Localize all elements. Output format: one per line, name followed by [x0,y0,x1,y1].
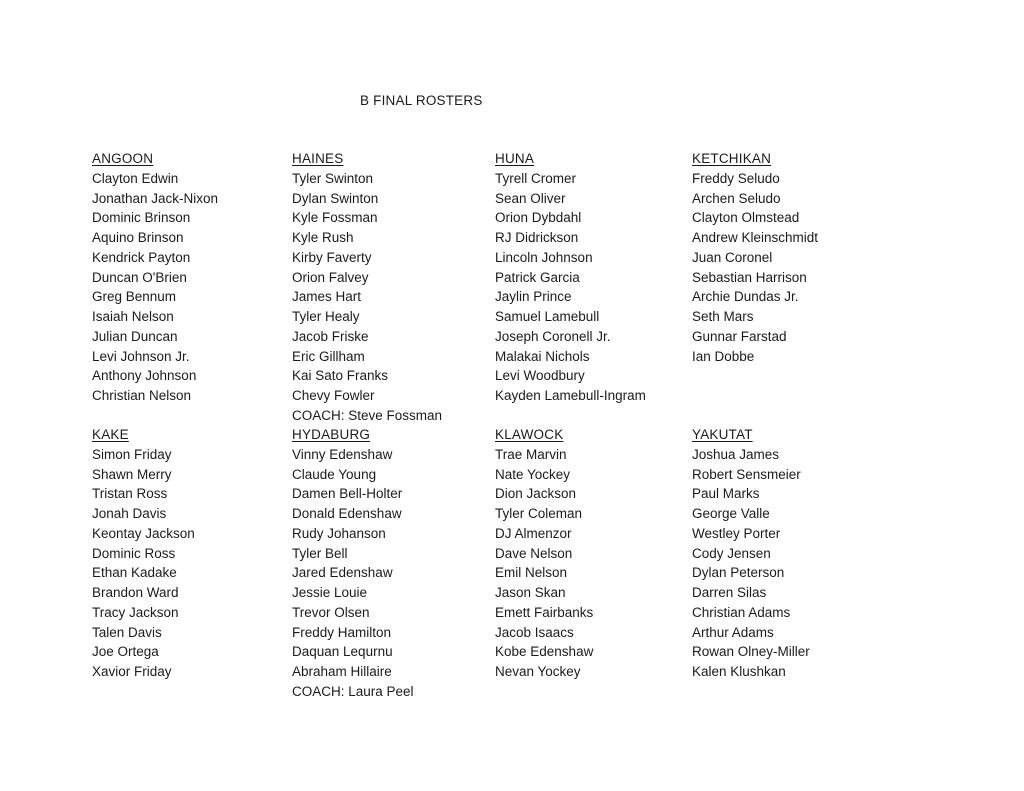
player-list [692,169,818,367]
player-name: Tyler Coleman [495,506,583,521]
player-name: Emil Nelson [495,565,568,581]
player-name: Kobe Edenshaw [495,644,594,660]
player-name: Darren Silas [692,585,767,600]
player-name: Freddy Hamilton [292,624,392,640]
player-name: Shawn Merry [92,466,172,482]
player-name: Andrew Kleinschmidt [692,230,819,245]
player-list [92,445,195,682]
team-ketchikan [692,149,818,366]
team-kake [92,425,195,682]
player-name: Rowan Olney-Miller [692,644,810,660]
player-name: Levi Woodbury [495,368,585,384]
player-name: Malakai Nichols [495,348,590,364]
player-name: Seth Mars [692,309,754,324]
player-name: Archen Seludo [692,190,781,206]
player-name: Kalen Klushkan [692,664,786,679]
player-name: Aquino Brinson [92,230,184,245]
player-name: Rudy Johanson [292,525,386,541]
player-name: Clayton Edwin [92,170,179,186]
player-name: Donald Edenshaw [292,506,402,521]
player-name: Joshua James [692,446,780,462]
player-name: Nevan Yockey [495,664,581,679]
player-name: Daquan Lequrnu [292,644,393,660]
player-name: Keontay Jackson [92,525,195,541]
player-name: Joe Ortega [92,644,159,660]
player-name: Tyler Swinton [292,170,374,186]
player-name: Gunnar Farstad [692,328,787,344]
player-name: Xavior Friday [92,664,172,679]
player-name: Freddy Seludo [692,170,780,186]
player-name: Tyrell Cromer [495,170,577,186]
team-heading: KLAWOCK [495,427,564,442]
player-name: Brandon Ward [92,585,179,600]
team-heading: KETCHIKAN [692,151,772,166]
player-name: Orion Falvey [292,269,369,285]
player-name: Nate Yockey [495,466,571,482]
team-angoon [92,149,218,406]
player-name: Julian Duncan [92,328,178,344]
team-hydaburg [292,425,414,702]
team-heading: YAKUTAT [692,427,753,442]
player-name: Damen Bell-Holter [292,486,403,502]
player-name: Juan Coronel [692,249,773,265]
team-haines [292,149,442,426]
player-name: Chevy Fowler [292,388,375,403]
player-name: Dave Nelson [495,545,573,561]
player-name: Sean Oliver [495,190,566,206]
player-name: Kendrick Payton [92,249,191,265]
team-heading: HUNA [495,151,535,166]
player-list [92,169,218,406]
player-name: Jonah Davis [92,506,167,521]
player-name: Dion Jackson [495,486,577,502]
player-name: Greg Bennum [92,289,177,305]
team-heading: HYDABURG [292,427,371,442]
player-name: Vinny Edenshaw [292,446,393,462]
player-name: Jacob Isaacs [495,624,574,640]
team-klawock [495,425,593,682]
player-name: Dominic Brinson [92,210,191,226]
player-name: Cody Jensen [692,545,771,561]
player-name: Sebastian Harrison [692,269,807,285]
player-name: Christian Nelson [92,388,192,403]
player-name: Westley Porter [692,525,781,541]
team-heading: KAKE [92,427,129,442]
player-name: Jessie Louie [292,585,368,600]
player-name: Arthur Adams [692,624,774,640]
player-name: Kyle Rush [292,230,354,245]
coach-line: COACH: Steve Fossman [292,407,443,423]
player-name: Lincoln Johnson [495,249,593,265]
player-name: Tracy Jackson [92,604,179,620]
player-name: Dominic Ross [92,545,176,561]
player-name: Emett Fairbanks [495,604,594,620]
team-yakutat [692,425,810,682]
player-name: RJ Didrickson [495,230,579,245]
player-name: Dylan Peterson [692,565,785,581]
player-name: Dylan Swinton [292,190,379,206]
player-name: Orion Dybdahl [495,210,582,226]
player-name: Tyler Healy [292,309,360,324]
player-name: Jaylin Prince [495,289,572,305]
player-name: Kyle Fossman [292,210,378,226]
player-list [292,169,442,406]
player-name: Tyler Bell [292,545,348,561]
player-name: Jacob Friske [292,328,369,344]
player-name: Claude Young [292,466,377,482]
page-title: B FINAL ROSTERS [360,93,483,108]
player-name: Kayden Lamebull-Ingram [495,388,646,403]
player-name: Abraham Hillaire [292,664,392,679]
player-list [292,445,414,682]
player-name: Paul Marks [692,486,760,502]
coach-line: COACH: Laura Peel [292,683,414,699]
player-name: Jonathan Jack-Nixon [92,190,219,206]
player-name: Eric Gillham [292,348,365,364]
player-list [495,169,646,406]
player-name: Levi Johnson Jr. [92,348,190,364]
player-name: Kai Sato Franks [292,368,389,384]
team-heading: ANGOON [92,151,154,166]
player-name: Jason Skan [495,585,566,600]
player-name: Robert Sensmeier [692,466,801,482]
player-name: Duncan O'Brien [92,269,187,285]
player-name: Clayton Olmstead [692,210,800,226]
player-name: Jared Edenshaw [292,565,393,581]
player-name: Joseph Coronell Jr. [495,328,611,344]
player-name: Anthony Johnson [92,368,197,384]
player-name: Ian Dobbe [692,348,755,364]
player-name: Archie Dundas Jr. [692,289,799,305]
player-name: Tristan Ross [92,486,168,502]
player-name: Trae Marvin [495,446,567,462]
player-name: Isaiah Nelson [92,309,174,324]
player-name: Trevor Olsen [292,604,370,620]
player-name: George Valle [692,506,770,521]
team-huna [495,149,646,406]
player-name: Simon Friday [92,446,172,462]
player-name: Christian Adams [692,604,791,620]
team-heading: HAINES [292,151,344,166]
player-name: Samuel Lamebull [495,309,600,324]
player-list [692,445,810,682]
player-name: James Hart [292,289,362,305]
player-name: Talen Davis [92,624,162,640]
player-name: Ethan Kadake [92,565,177,581]
player-list [495,445,593,682]
player-name: Patrick Garcia [495,269,580,285]
player-name: DJ Almenzor [495,525,572,541]
player-name: Kirby Faverty [292,249,372,265]
